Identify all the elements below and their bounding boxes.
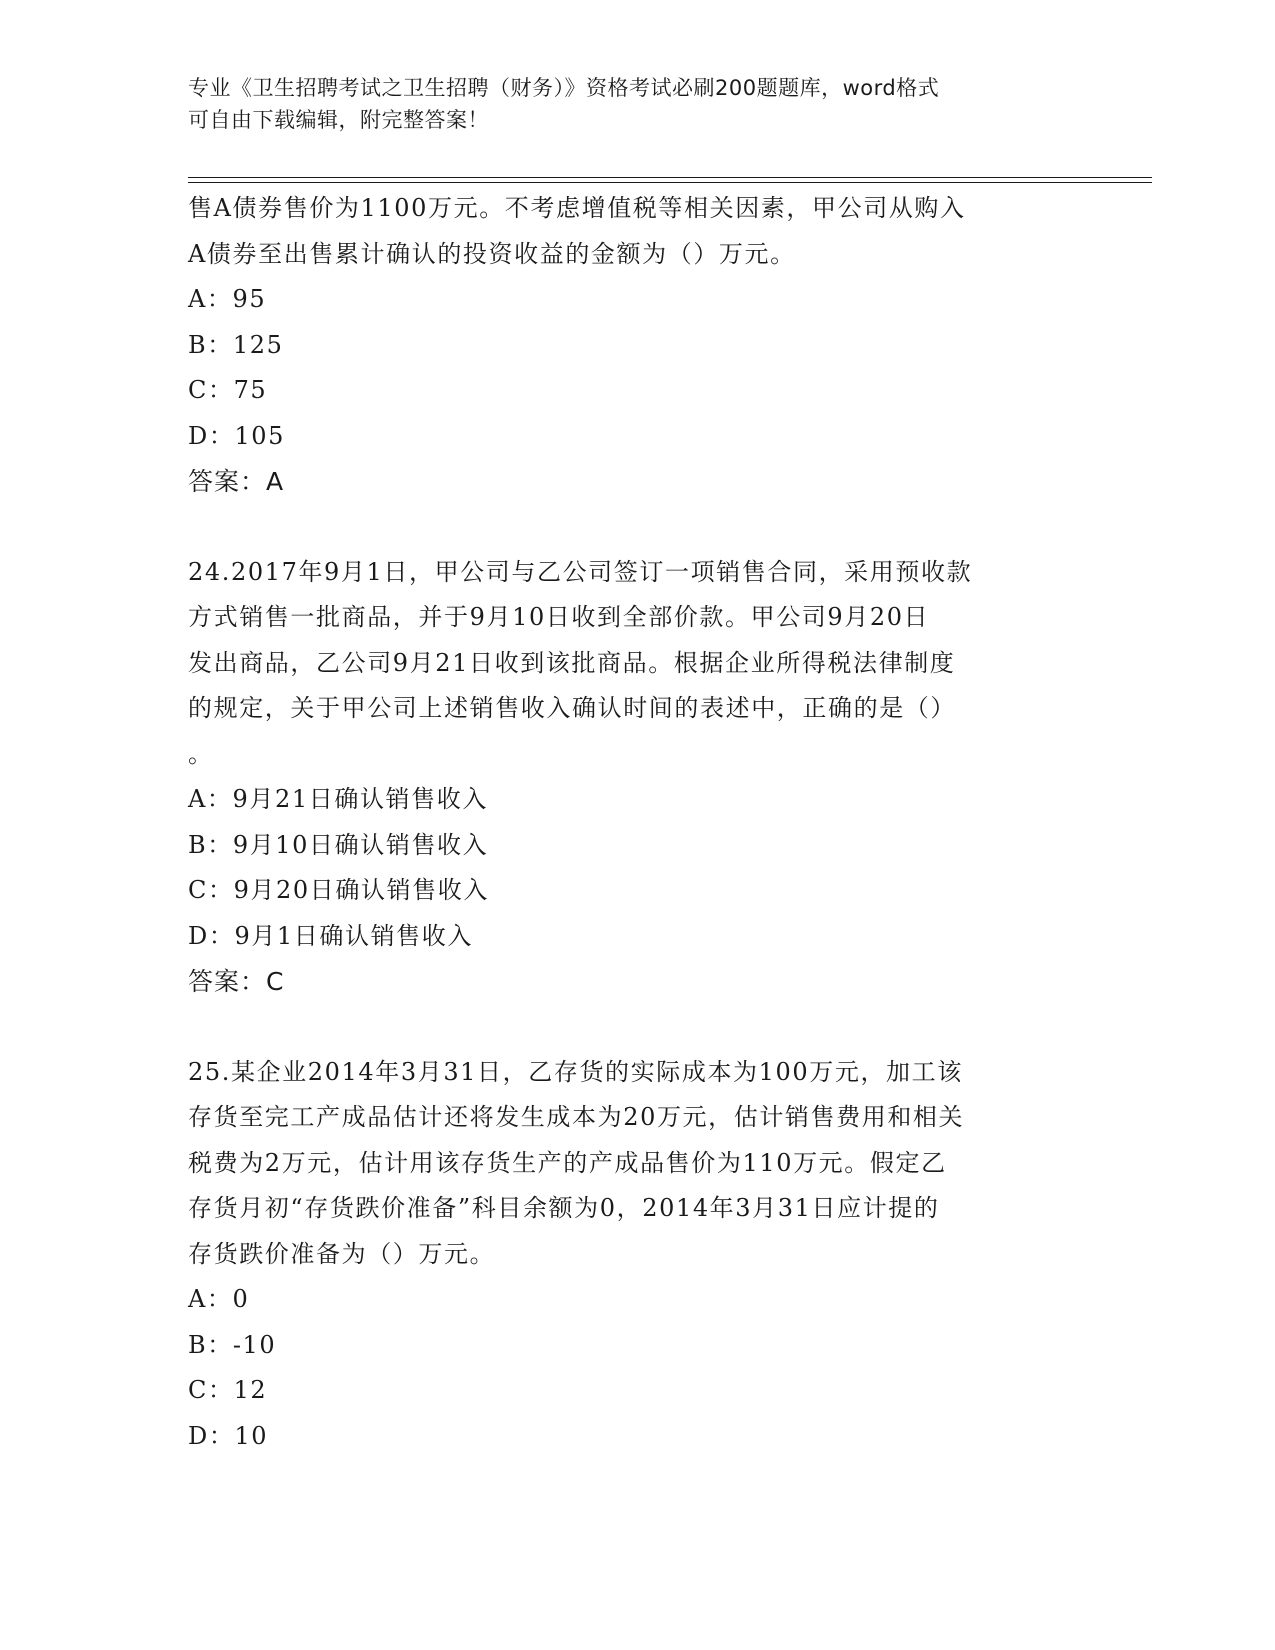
question-24	[188, 550, 1088, 1005]
question-25	[188, 1050, 1088, 1460]
question-24-stem-line: 方式销售一批商品，并于9月10日收到全部价款。甲公司9月20日	[188, 603, 930, 631]
question-23	[188, 186, 1088, 505]
question-24-option-a: A：9月21日确认销售收入	[188, 785, 488, 813]
question-23-option-d: D：105	[188, 421, 286, 450]
question-23-option-a: A：95	[188, 285, 267, 313]
question-23-option-b: B：125	[188, 330, 284, 359]
question-25-stem-line: 存货月初“存货跌价准备”科目余额为0，2014年3月31日应计提的	[188, 1194, 940, 1222]
header-divider-bottom	[188, 182, 1152, 183]
question-spacer	[188, 1005, 1088, 1050]
question-24-option-c: C：9月20日确认销售收入	[188, 876, 489, 904]
question-24-option-d: D：9月1日确认销售收入	[188, 921, 473, 950]
question-23-stem-line: A债券至出售累计确认的投资收益的金额为（）万元。	[188, 239, 796, 268]
question-25-option-c: C：12	[188, 1376, 268, 1404]
question-25-stem-line: 税费为2万元，估计用该存货生产的产成品售价为110万元。假定乙	[188, 1148, 947, 1177]
question-25-stem-line: 存货跌价准备为（）万元。	[188, 1239, 496, 1268]
question-24-stem-line: 。	[188, 739, 214, 768]
question-24-stem-line: 发出商品，乙公司9月21日收到该批商品。根据企业所得税法律制度	[188, 648, 956, 677]
question-25-option-b: B：-10	[188, 1330, 277, 1359]
header-title-line-1: 专业《卫生招聘考试之卫生招聘（财务）》资格考试必刷200题题库，word格式	[188, 76, 940, 100]
question-23-option-c: C：75	[188, 376, 268, 404]
question-spacer	[188, 505, 1088, 550]
question-content	[188, 186, 1088, 1459]
header-divider-top	[188, 177, 1152, 178]
question-25-option-a: A：0	[188, 1285, 250, 1313]
question-24-option-b: B：9月10日确认销售收入	[188, 830, 489, 859]
question-25-stem-line: 存货至完工产成品估计还将发生成本为20万元，估计销售费用和相关	[188, 1103, 965, 1131]
question-23-answer: 答案：A	[188, 467, 285, 496]
question-23-stem-line: 售A债券售价为1100万元。不考虑增值税等相关因素，甲公司从购入	[188, 194, 966, 222]
question-24-stem-line: 的规定，关于甲公司上述销售收入确认时间的表述中，正确的是（）	[188, 694, 956, 722]
question-25-option-d: D：10	[188, 1421, 269, 1450]
question-25-stem-line: 25.某企业2014年3月31日，乙存货的实际成本为100万元，加工该	[188, 1057, 963, 1086]
question-24-answer: 答案：C	[188, 967, 285, 996]
header-title-line-2: 可自由下载编辑，附完整答案！	[188, 108, 489, 132]
question-24-stem-line: 24.2017年9月1日，甲公司与乙公司签订一项销售合同，采用预收款	[188, 557, 973, 586]
document-header	[188, 72, 1068, 136]
